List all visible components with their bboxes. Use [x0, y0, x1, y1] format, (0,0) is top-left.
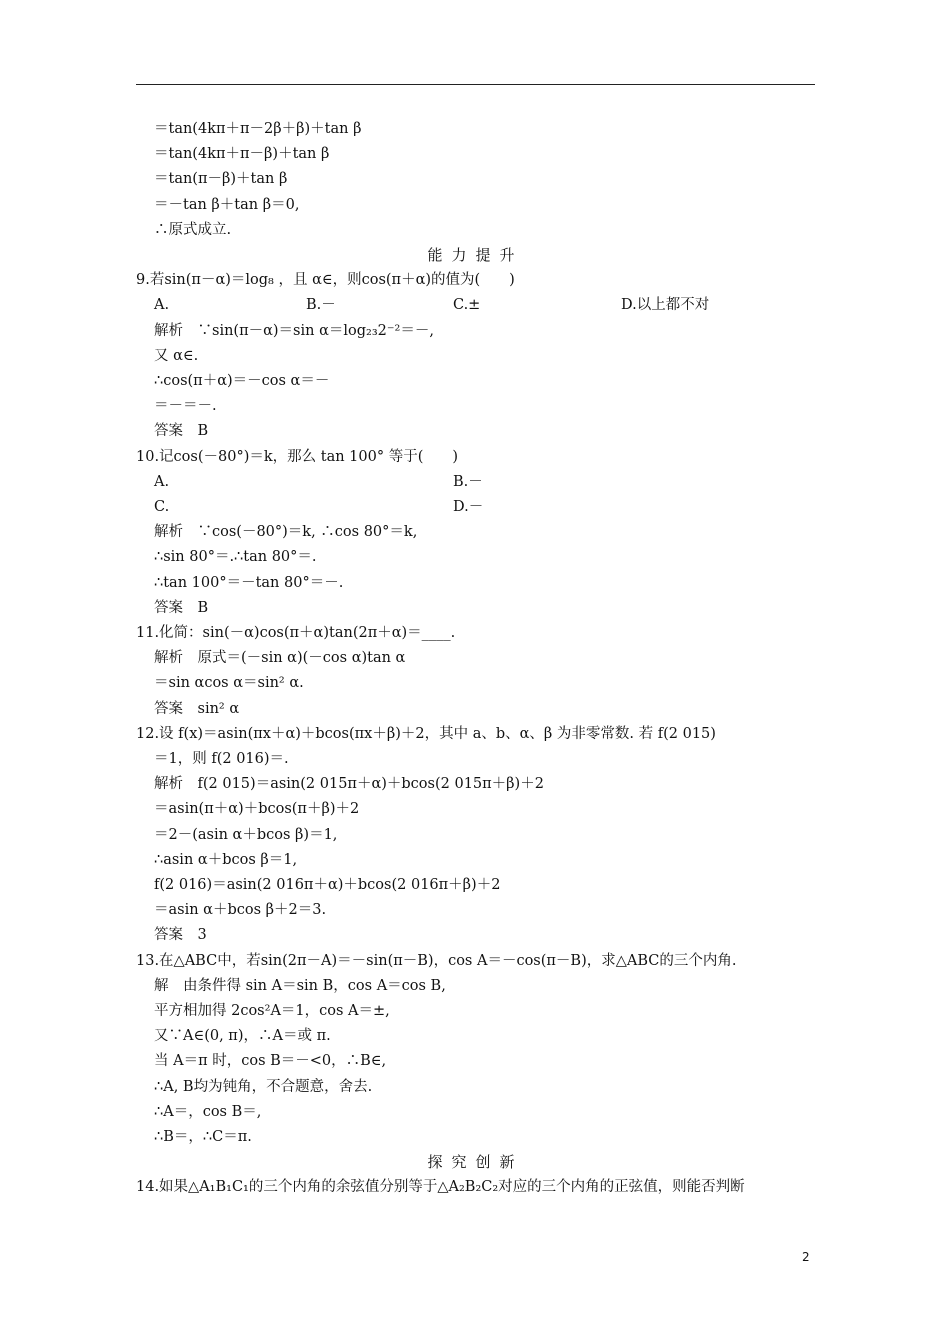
question-line: 14.如果△A₁B₁C₁的三个内角的余弦值分别等于△A₂B₂C₂对应的三个内角的正弦值，则能否判断: [136, 1179, 745, 1195]
solution-line: 答案 B: [154, 423, 209, 439]
solution-line: ＝asin α＋bcos β＋2＝3.: [154, 902, 327, 918]
page-number: 2: [802, 1250, 810, 1264]
answer-option: D.以上都不对: [621, 297, 710, 313]
question-line: 12.设 f(x)＝asin(πx＋α)＋bcos(πx＋β)＋2，其中 a、b、α、β 为非零常数. 若 f(2 015): [136, 726, 716, 742]
solution-line: ＝1，则 f(2 016)＝.: [154, 751, 289, 767]
answer-option: D.－: [453, 499, 484, 515]
solution-line: ＝2－(asin α＋bcos β)＝1,: [154, 827, 338, 843]
solution-line: 又∵A∈(0, π)，∴A＝或 π.: [154, 1028, 331, 1044]
section-heading: 能力提升: [427, 246, 524, 264]
solution-line: 解析 原式＝(－sin α)(－cos α)tan α: [154, 650, 406, 666]
solution-line: ∴cos(π＋α)＝－cos α＝－: [154, 373, 330, 389]
solution-line: ＝asin(π＋α)＋bcos(π＋β)＋2: [154, 801, 360, 817]
solution-line: ＝tan(π－β)＋tan β: [154, 171, 288, 187]
answer-option: A.: [154, 297, 170, 313]
question-line: 10.记cos(－80°)＝k，那么 tan 100° 等于( ): [136, 449, 459, 465]
solution-line: 解析 ∵sin(π－α)＝sin α＝log₂₃2⁻²＝－,: [154, 323, 434, 339]
question-line: 11.化简：sin(－α)cos(π＋α)tan(2π＋α)＝____.: [136, 625, 456, 641]
solution-line: ＝tan(4kπ＋π－β)＋tan β: [154, 146, 330, 162]
header-rule: [136, 84, 815, 85]
solution-line: 平方相加得 2cos²A＝1，cos A＝±,: [154, 1003, 390, 1019]
answer-option: B.－: [453, 474, 483, 490]
solution-line: 解析 f(2 015)＝asin(2 015π＋α)＋bcos(2 015π＋β)＋2: [154, 776, 544, 792]
solution-line: 又 α∈.: [154, 348, 199, 364]
answer-option: C.±: [453, 297, 481, 313]
solution-line: 当 A＝π 时，cos B＝－<0，∴B∈,: [154, 1053, 387, 1069]
solution-line: 答案 sin² α: [154, 701, 240, 717]
solution-line: ＝－tan β＋tan β＝0,: [154, 197, 300, 213]
solution-line: ∴asin α＋bcos β＝1,: [154, 852, 298, 868]
solution-line: 解析 ∵cos(－80°)＝k, ∴cos 80°＝k,: [154, 524, 418, 540]
question-line: 9.若sin(π－α)＝log₈ ，且 α∈，则cos(π＋α)的值为( ): [136, 272, 515, 288]
solution-line: 答案 B: [154, 600, 209, 616]
solution-line: f(2 016)＝asin(2 016π＋α)＋bcos(2 016π＋β)＋2: [154, 877, 501, 893]
solution-line: ＝－＝－.: [154, 398, 217, 414]
answer-option: A.: [154, 474, 170, 490]
solution-line: ∴B＝，∴C＝π.: [154, 1129, 252, 1145]
question-line: 13.在△ABC中，若sin(2π－A)＝－sin(π－B)，cos A＝－cos(π－B)，求△ABC的三个内角.: [136, 953, 737, 969]
solution-line: ∴tan 100°＝－tan 80°＝－.: [154, 575, 344, 591]
solution-line: ∴原式成立.: [154, 222, 232, 238]
solution-line: ＝sin αcos α＝sin² α.: [154, 675, 304, 691]
answer-option: C.: [154, 499, 170, 515]
solution-line: ∴A＝，cos B＝,: [154, 1104, 262, 1120]
answer-option: B.－: [306, 297, 336, 313]
solution-line: 解 由条件得 sin A＝sin B，cos A＝cos B,: [154, 978, 446, 994]
solution-line: 答案 3: [154, 927, 207, 943]
solution-line: ∴A, B均为钝角，不合题意，舍去.: [154, 1079, 373, 1095]
solution-line: ＝tan(4kπ＋π－2β＋β)＋tan β: [154, 121, 362, 137]
solution-line: ∴sin 80°＝.∴tan 80°＝.: [154, 549, 317, 565]
section-heading: 探究创新: [427, 1153, 524, 1171]
